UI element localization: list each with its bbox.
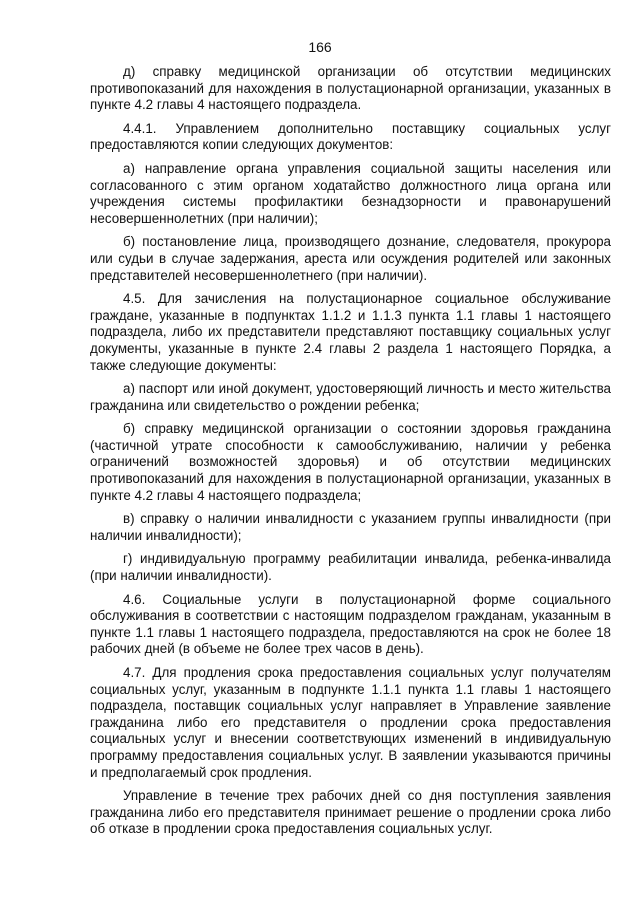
paragraph-4-4-1: 4.4.1. Управлением дополнительно поставщику социальных услуг предоставляются копии следующих документов: xyxy=(90,120,611,153)
document-body xyxy=(90,64,611,845)
paragraph-4-5-a: а) паспорт или иной документ, удостоверяющий личность и место жительства гражданина или свидетельство о рождении ребенка; xyxy=(90,381,611,413)
paragraph-4-5: 4.5. Для зачисления на полустационарное социальное обслуживание граждане, указанные в подпунктах 1.1.2 и 1.1.3 пункта 1.1 главы 1 настоящего подраздела, либо их представители представляют поставщику социальных услуг документы, указанные в пункте 2.4 главы 2 раздела 1 настоящего Порядка, а также следующие документы: xyxy=(90,291,611,373)
page-number: 166 xyxy=(308,39,332,55)
paragraph-4-4-1-a: а) направление органа управления социальной защиты населения или согласованного с этим органом ходатайство должностного лица органа или учреждения системы профилактики безнадзорности и правонарушений несовершеннолетних (при наличии); xyxy=(90,160,611,226)
paragraph-4-7-decision: Управление в течение трех рабочих дней со дня поступления заявления гражданина либо его представителя принимает решение о продлении срока либо об отказе в продлении срока предоставления социальных услуг. xyxy=(90,788,611,837)
paragraph-4-4-d: д) справку медицинской организации об отсутствии медицинских противопоказаний для нахождения в полустационарной организации, указанных в пункте 4.2 главы 4 настоящего подраздела. xyxy=(90,64,611,113)
paragraph-4-6: 4.6. Социальные услуги в полустационарной форме социального обслуживания в соответствии с настоящим подразделом гражданам, указанным в пункте 1.1 главы 1 настоящего подраздела, предоставляются на срок не более 18 рабочих дней (в объеме не более трех часов в день). xyxy=(90,591,611,657)
paragraph-4-5-g: г) индивидуальную программу реабилитации инвалида, ребенка-инвалида (при наличии инвалидности). xyxy=(90,551,611,584)
paragraph-4-5-b: б) справку медицинской организации о состоянии здоровья гражданина (частичной утрате способности к самообслуживанию, наличии у ребенка ограничений возможностей здоровья) и об отсутствии медицинских противопоказаний для нахождения в полустационарной организации, указанных в пункте 4.2 главы 4 настоящего подраздела; xyxy=(90,421,611,503)
paragraph-4-7: 4.7. Для продления срока предоставления социальных услуг получателям социальных услуг, указанным в подпункте 1.1.1 пункта 1.1 главы 1 настоящего подраздела, поставщик социальных услуг направляет в Управление заявление гражданина либо его представителя о продлении срока предоставления социальных услуг и внесении соответствующих изменений в индивидуальную программу предоставления социальных услуг. В заявлении указываются причины и предполагаемый срок продления. xyxy=(90,665,611,780)
paragraph-4-4-1-b: б) постановление лица, производящего дознание, следователя, прокурора или судьи в случае задержания, ареста или осуждения родителей или законных представителей несовершеннолетнего (при наличии). xyxy=(90,234,611,283)
paragraph-4-5-v: в) справку о наличии инвалидности с указанием группы инвалидности (при наличии инвалидности); xyxy=(90,511,611,543)
